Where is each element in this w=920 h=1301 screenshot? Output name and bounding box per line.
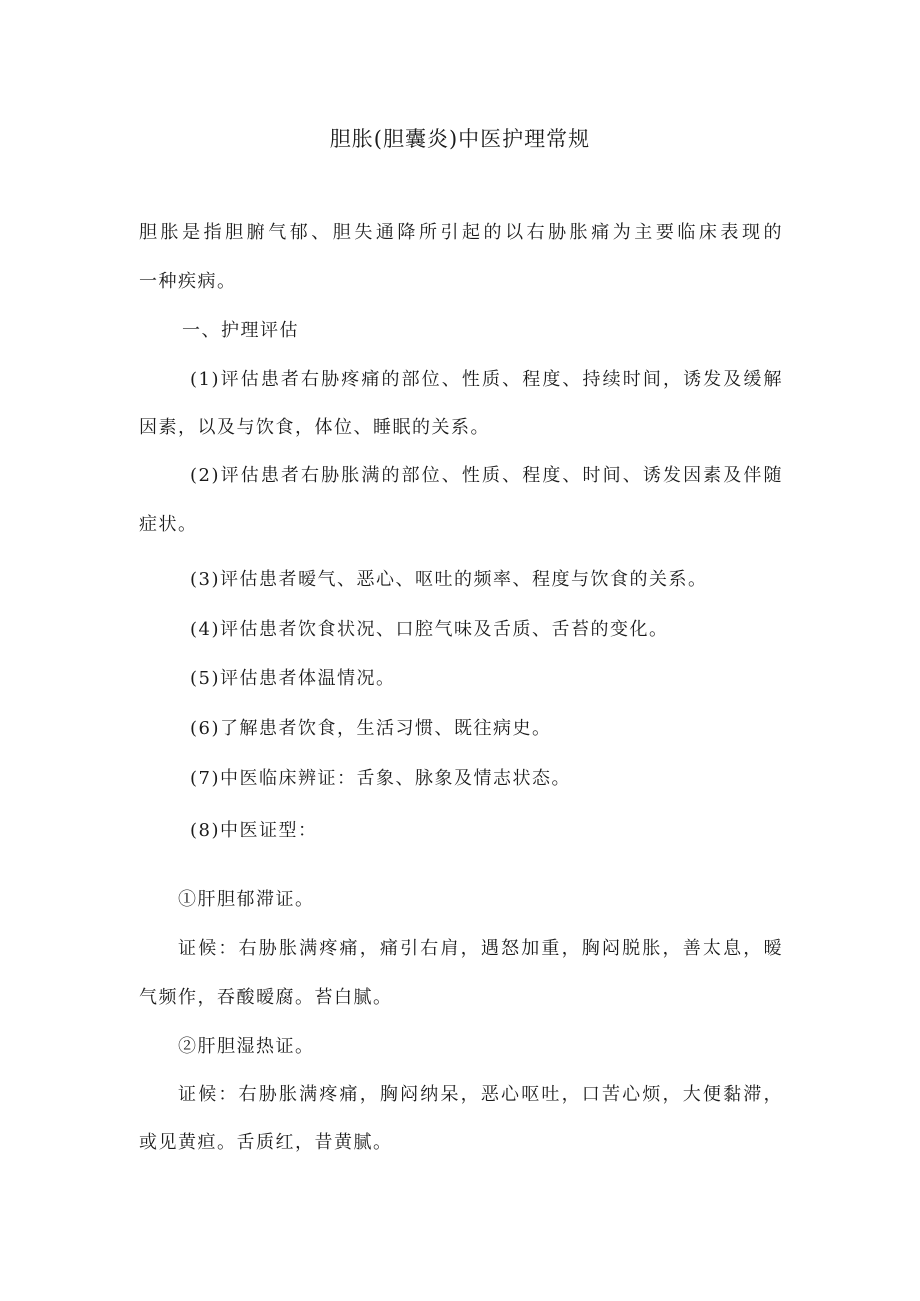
syndrome-2-symptoms-line-1: 证候：右胁胀满疼痛，胸闷纳呆，恶心呕吐，口苦心烦，大便黏滞，	[178, 1084, 783, 1105]
item-1-line-2: 因素，以及与饮食，体位、睡眠的关系。	[139, 417, 490, 438]
item-4: (4)评估患者饮食状况、口腔气味及舌质、舌苔的变化。	[190, 619, 669, 640]
document-title: 胆胀(胆囊炎)中医护理常规	[329, 127, 591, 151]
item-2-line-2: 症状。	[139, 514, 198, 535]
syndrome-2-symptoms-line-2: 或见黄疸。舌质红，昔黄腻。	[139, 1132, 393, 1153]
section-heading-assessment: 一、护理评估	[182, 320, 299, 341]
item-8: (8)中医证型：	[190, 820, 318, 841]
item-6: (6)了解患者饮食，生活习惯、既往病史。	[190, 718, 552, 739]
syndrome-1-symptoms-line-2: 气频作，吞酸暧腐。苔白腻。	[139, 987, 393, 1008]
syndrome-type-2: ②肝胆湿热证。	[178, 1036, 315, 1057]
item-1-line-1: (1)评估患者右胁疼痛的部位、性质、程度、持续时间，诱发及缓解	[190, 369, 783, 390]
intro-line-2: 一种疾病。	[139, 271, 237, 292]
syndrome-1-symptoms-line-1: 证候：右胁胀满疼痛，痛引右肩，遇怒加重，胸闷脱胀，善太息，暧	[178, 938, 783, 959]
item-7: (7)中医临床辨证：舌象、脉象及情志状态。	[190, 768, 571, 789]
item-5: (5)评估患者体温情况。	[190, 668, 396, 689]
item-3: (3)评估患者暧气、恶心、呕吐的频率、程度与饮食的关系。	[190, 569, 708, 590]
intro-line-1: 胆胀是指胆腑气郁、胆失通降所引起的以右胁胀痛为主要临床表现的	[139, 222, 783, 243]
item-2-line-1: (2)评估患者右胁胀满的部位、性质、程度、时间、诱发因素及伴随	[190, 465, 783, 486]
syndrome-type-1: ①肝胆郁滞证。	[178, 889, 315, 910]
